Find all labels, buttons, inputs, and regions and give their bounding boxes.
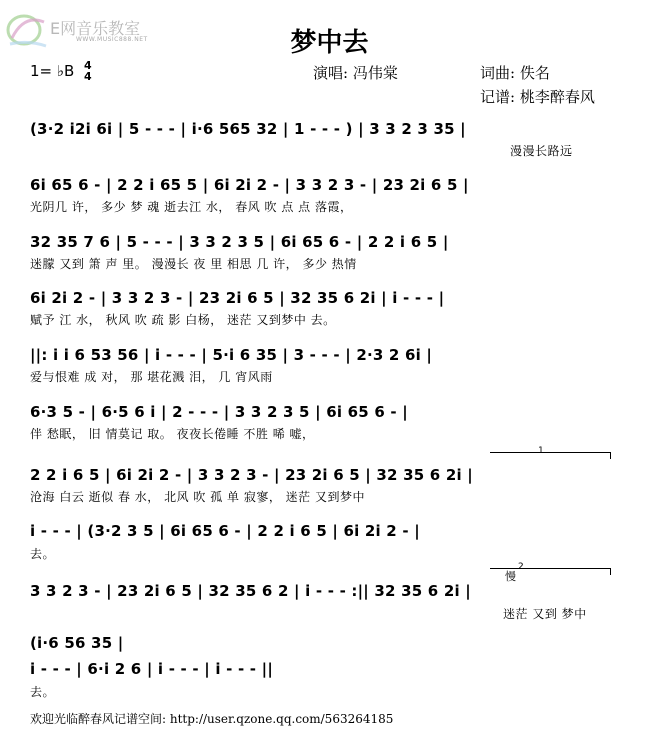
score-row: 6·3 5 - | 6·5 6 i | 2 - - - | 3 3 2 3 5 | 6i 65 6 - | [30, 403, 408, 421]
meter-bottom: 4 [84, 70, 92, 83]
logo-text: E网音乐教室 [50, 19, 141, 38]
score-row: 2 2 i 6 5 | 6i 2i 2 - | 3 3 2 3 - | 23 2i 6 5 | 32 35 6 2i | [30, 466, 473, 484]
lyric-line: 爱与恨难 成 对， 那 堪花溅 泪， 几 宵风雨 [30, 370, 273, 384]
lyric-line: 漫漫长路远 [510, 144, 573, 158]
score-row: (3·2 i2i 6i | 5 - - - | i·6 565 32 | 1 - - - ) | 3 3 2 3 35 | [30, 120, 466, 138]
meter-top: 4 [84, 59, 92, 72]
lyric-line: 迷茫 又到 梦中 [503, 607, 587, 621]
score-row: (i·6 56 35 | [30, 634, 124, 652]
lyric-line: 沧海 白云 逝似 春 水， 北风 吹 孤 单 寂寥， 迷茫 又到梦中 [30, 490, 365, 504]
score-row: ||: i i 6 53 56 | i - - - | 5·i 6 35 | 3 - - - | 2·3 2 6i | [30, 346, 433, 364]
singer-credit: 演唱: 冯伟棠 [313, 64, 398, 82]
score-row: 3 3 2 3 - | 23 2i 6 5 | 32 35 6 2 | i - - - :|| 32 35 6 2i | [30, 582, 471, 600]
lyric-line: 伴 愁眠， 旧 情莫记 取。 夜夜长倦睡 不胜 唏 嘘， [30, 427, 315, 441]
volta-number-2: 2 [518, 562, 524, 572]
score-row: 6i 2i 2 - | 3 3 2 3 - | 23 2i 6 5 | 32 35 6 2i | i - - - | [30, 289, 445, 307]
lyric-line: 赋予 江 水， 秋风 吹 疏 影 白杨， 迷茫 又到梦中 去。 [30, 313, 336, 327]
lyric-line: 去。 [30, 547, 56, 561]
time-signature [84, 60, 92, 82]
score-row: 6i 65 6 - | 2 2 i 65 5 | 6i 2i 2 - | 3 3 2 3 - | 23 2i 6 5 | [30, 176, 469, 194]
key-signature: 1= ♭B [30, 62, 75, 80]
lyric-line: 光阴几 许， 多少 梦 魂 逝去江 水， 春风 吹 点 点 落霞， [30, 200, 353, 214]
score-row: 32 35 7 6 | 5 - - - | 3 3 2 3 5 | 6i 65 6 - | 2 2 i 6 5 | [30, 233, 449, 251]
song-title: 梦中去 [290, 28, 369, 58]
composer-credit: 词曲: 佚名 [480, 64, 550, 82]
lyric-line: 去。 [30, 685, 56, 699]
volta-number-1: 1 [538, 446, 544, 456]
score-row: i - - - | 6·i 2 6 | i - - - | i - - - || [30, 660, 273, 678]
tempo-mark: 慢 [505, 570, 516, 583]
lyric-line: 迷朦 又到 箫 声 里。 漫漫长 夜 里 相思 几 许， 多少 热情 [30, 257, 357, 271]
score-row: i - - - | (3·2 3 5 | 6i 65 6 - | 2 2 i 6 5 | 6i 2i 2 - | [30, 522, 420, 540]
notation-credit: 记谱: 桃李醉春风 [480, 88, 595, 106]
logo-url: WWW.MUSIC888.NET [76, 36, 148, 43]
volta-bracket-1 [490, 452, 611, 459]
footer-note: 欢迎光临醉春风记谱空间: http://user.qzone.qq.com/563264185 [30, 712, 394, 726]
